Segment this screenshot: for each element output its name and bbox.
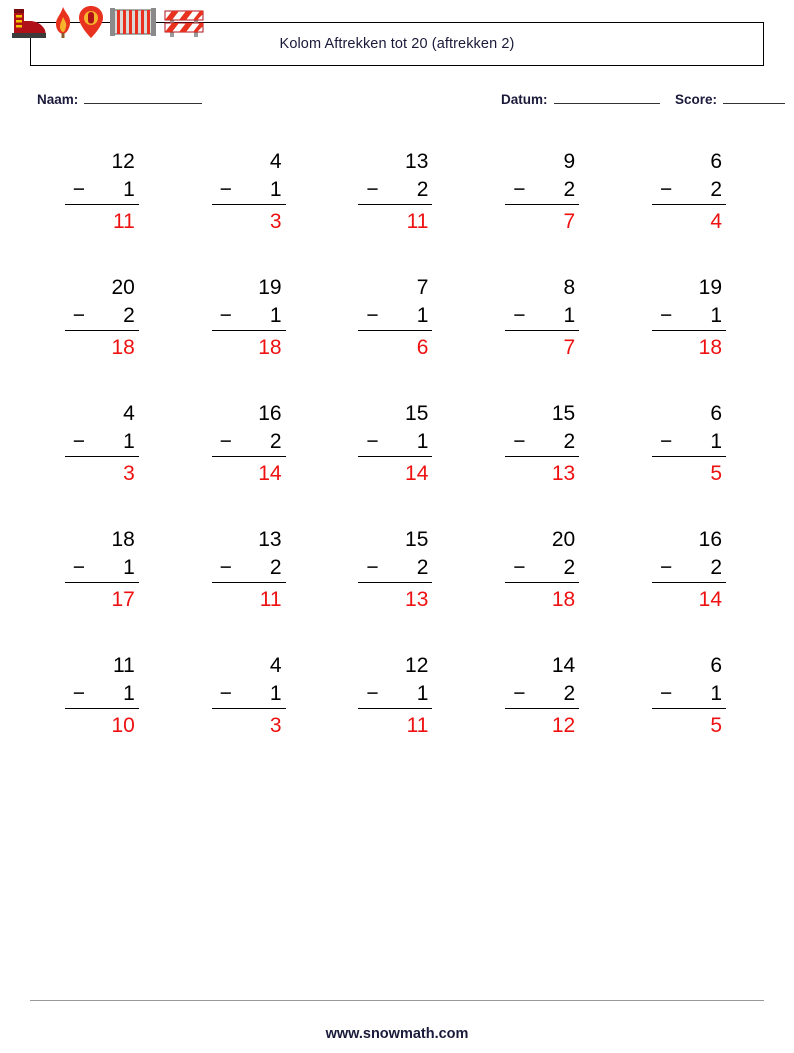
minuend: 4 — [269, 150, 282, 173]
problem-cell — [324, 392, 471, 518]
date-label: Datum: — [501, 92, 548, 107]
minus-operator: − — [366, 556, 379, 579]
answer[interactable]: 11 — [406, 210, 429, 233]
subtrahend: 2 — [416, 178, 429, 201]
answer[interactable]: 11 — [259, 588, 282, 611]
answer[interactable]: 6 — [416, 336, 429, 359]
subtrahend: 2 — [269, 556, 282, 579]
problem-cell — [470, 266, 617, 392]
date-field-group — [501, 92, 660, 107]
answer[interactable]: 11 — [406, 714, 429, 737]
subtrahend: 1 — [710, 682, 722, 705]
footer-divider — [30, 1000, 764, 1001]
minus-operator: − — [72, 682, 86, 705]
meta-row — [0, 92, 794, 116]
minus-operator: − — [72, 178, 86, 201]
subtrahend: 2 — [563, 178, 576, 201]
problem-cell — [30, 140, 177, 266]
minuend: 19 — [258, 276, 282, 299]
minus-operator: − — [660, 682, 673, 705]
subtraction-problem — [652, 652, 726, 740]
minuend: 12 — [405, 654, 429, 677]
subtrahend: 1 — [269, 304, 282, 327]
answer[interactable]: 14 — [258, 462, 282, 485]
minuend: 15 — [405, 402, 429, 425]
subtraction-problem — [505, 652, 579, 740]
subtraction-problem — [505, 526, 579, 614]
problem-cell — [470, 518, 617, 644]
subtrahend-row — [652, 176, 726, 205]
subtrahend: 1 — [123, 682, 135, 705]
subtraction-problem — [212, 148, 286, 236]
minus-operator: − — [366, 304, 379, 327]
subtrahend: 2 — [123, 304, 135, 327]
minuend: 6 — [710, 150, 722, 173]
minus-operator: − — [219, 682, 232, 705]
minuend: 20 — [111, 276, 135, 299]
subtrahend-row — [212, 176, 286, 205]
minuend: 13 — [405, 150, 429, 173]
subtrahend: 2 — [563, 556, 576, 579]
name-input[interactable] — [84, 103, 202, 104]
problem-cell — [177, 140, 324, 266]
subtrahend: 1 — [710, 430, 722, 453]
minuend: 6 — [710, 654, 722, 677]
subtraction-problem — [358, 526, 432, 614]
answer[interactable]: 13 — [405, 588, 429, 611]
subtrahend-row — [65, 680, 139, 709]
minus-operator: − — [513, 682, 526, 705]
subtrahend-row — [652, 680, 726, 709]
page-title: Kolom Aftrekken tot 20 (aftrekken 2) — [279, 36, 515, 52]
subtrahend-row — [212, 680, 286, 709]
subtraction-problem — [65, 148, 139, 236]
subtrahend: 1 — [563, 304, 576, 327]
minuend: 4 — [269, 654, 282, 677]
subtrahend-row — [505, 428, 579, 457]
problem-grid — [30, 140, 764, 770]
problem-cell — [617, 518, 764, 644]
subtraction-problem — [358, 148, 432, 236]
minuend: 13 — [258, 528, 282, 551]
answer[interactable]: 18 — [111, 336, 135, 359]
answer[interactable]: 3 — [269, 714, 282, 737]
answer[interactable]: 4 — [710, 210, 722, 233]
minuend: 18 — [111, 528, 135, 551]
answer[interactable]: 14 — [698, 588, 722, 611]
subtrahend: 1 — [269, 682, 282, 705]
answer[interactable]: 13 — [551, 462, 576, 485]
subtraction-problem — [505, 274, 579, 362]
minus-operator: − — [219, 556, 232, 579]
subtrahend-row — [505, 680, 579, 709]
subtraction-problem — [212, 400, 286, 488]
subtrahend-row — [358, 302, 432, 331]
subtraction-problem — [652, 274, 726, 362]
minus-operator: − — [660, 556, 673, 579]
subtrahend: 1 — [123, 556, 135, 579]
answer[interactable]: 14 — [405, 462, 429, 485]
problem-cell — [470, 644, 617, 770]
minuend: 16 — [258, 402, 282, 425]
minus-operator: − — [366, 178, 379, 201]
name-field-group — [37, 92, 202, 107]
minuend: 15 — [551, 402, 576, 425]
minuend: 9 — [563, 150, 576, 173]
minuend: 20 — [551, 528, 576, 551]
subtrahend-row — [652, 428, 726, 457]
subtraction-problem — [65, 274, 139, 362]
subtraction-problem — [505, 400, 579, 488]
problem-cell — [617, 266, 764, 392]
problem-cell — [30, 392, 177, 518]
problem-cell — [30, 644, 177, 770]
problem-cell — [324, 518, 471, 644]
minus-operator: − — [513, 178, 526, 201]
problem-cell — [617, 140, 764, 266]
problem-cell — [177, 266, 324, 392]
subtrahend: 1 — [416, 304, 429, 327]
subtrahend: 1 — [123, 430, 135, 453]
header-icon-group — [8, 3, 206, 41]
minus-operator: − — [366, 682, 379, 705]
date-input[interactable] — [554, 103, 660, 104]
subtrahend: 2 — [269, 430, 282, 453]
answer[interactable]: 3 — [269, 210, 282, 233]
minus-operator: − — [219, 178, 232, 201]
answer[interactable]: 18 — [258, 336, 282, 359]
problem-cell — [617, 392, 764, 518]
answer[interactable]: 12 — [551, 714, 576, 737]
answer[interactable]: 3 — [123, 462, 135, 485]
subtrahend-row — [358, 428, 432, 457]
subtraction-problem — [652, 400, 726, 488]
problem-cell — [30, 266, 177, 392]
minus-operator: − — [72, 556, 86, 579]
subtrahend: 1 — [123, 178, 135, 201]
subtrahend: 2 — [710, 556, 722, 579]
minus-operator: − — [72, 304, 86, 327]
problem-cell — [470, 392, 617, 518]
subtrahend-row — [358, 680, 432, 709]
minus-operator: − — [660, 430, 673, 453]
problem-cell — [324, 644, 471, 770]
answer[interactable]: 5 — [710, 714, 722, 737]
subtraction-problem — [212, 274, 286, 362]
problem-cell — [470, 140, 617, 266]
answer[interactable]: 7 — [563, 210, 576, 233]
problem-cell — [324, 140, 471, 266]
subtrahend-row — [358, 176, 432, 205]
subtrahend-row — [212, 428, 286, 457]
boot-icon — [8, 5, 48, 39]
subtrahend-row — [212, 302, 286, 331]
subtrahend-row — [65, 428, 139, 457]
minus-operator: − — [513, 556, 526, 579]
answer[interactable]: 7 — [563, 336, 576, 359]
fire-hose-icon — [108, 5, 158, 39]
subtraction-problem — [65, 400, 139, 488]
minuend: 11 — [112, 654, 135, 677]
subtraction-problem — [65, 526, 139, 614]
fire-hydrant-marker-icon — [78, 5, 104, 39]
subtrahend-row — [505, 176, 579, 205]
minus-operator: − — [513, 304, 526, 327]
minuend: 16 — [698, 528, 722, 551]
score-input[interactable] — [723, 103, 785, 104]
problem-cell — [177, 518, 324, 644]
minuend: 4 — [123, 402, 135, 425]
minus-operator: − — [513, 430, 526, 453]
answer[interactable]: 17 — [111, 588, 135, 611]
minuend: 19 — [698, 276, 722, 299]
minuend: 8 — [563, 276, 576, 299]
score-field-group — [675, 92, 785, 107]
answer[interactable]: 18 — [698, 336, 722, 359]
minuend: 6 — [710, 402, 722, 425]
subtraction-problem — [212, 526, 286, 614]
score-label: Score: — [675, 92, 718, 107]
subtraction-problem — [212, 652, 286, 740]
subtraction-problem — [358, 400, 432, 488]
problem-cell — [617, 644, 764, 770]
subtraction-problem — [65, 652, 139, 740]
subtrahend: 1 — [416, 682, 429, 705]
subtraction-problem — [652, 526, 726, 614]
minus-operator: − — [72, 430, 86, 453]
subtrahend: 1 — [710, 304, 722, 327]
subtrahend: 2 — [710, 178, 722, 201]
subtrahend-row — [652, 302, 726, 331]
minus-operator: − — [660, 304, 673, 327]
minus-operator: − — [366, 430, 379, 453]
subtrahend-row — [65, 176, 139, 205]
answer[interactable]: 10 — [111, 714, 135, 737]
minuend: 15 — [405, 528, 429, 551]
subtrahend: 2 — [563, 430, 576, 453]
barricade-icon — [162, 5, 206, 39]
minus-operator: − — [219, 304, 232, 327]
subtrahend-row — [505, 554, 579, 583]
answer[interactable]: 5 — [710, 462, 722, 485]
subtrahend-row — [65, 302, 139, 331]
answer[interactable]: 18 — [551, 588, 576, 611]
subtraction-problem — [652, 148, 726, 236]
problem-cell — [30, 518, 177, 644]
problem-cell — [177, 644, 324, 770]
subtrahend-row — [652, 554, 726, 583]
minus-operator: − — [660, 178, 673, 201]
minus-operator: − — [219, 430, 232, 453]
subtrahend: 1 — [416, 430, 429, 453]
name-label: Naam: — [37, 92, 79, 107]
subtraction-problem — [505, 148, 579, 236]
subtrahend: 2 — [416, 556, 429, 579]
subtrahend-row — [65, 554, 139, 583]
problem-cell — [177, 392, 324, 518]
subtrahend: 2 — [563, 682, 576, 705]
subtraction-problem — [358, 274, 432, 362]
subtrahend-row — [505, 302, 579, 331]
subtrahend-row — [212, 554, 286, 583]
problem-cell — [324, 266, 471, 392]
minuend: 14 — [551, 654, 576, 677]
footer-site: www.snowmath.com — [325, 1026, 469, 1042]
subtrahend: 1 — [269, 178, 282, 201]
answer[interactable]: 11 — [112, 210, 135, 233]
minuend: 12 — [111, 150, 135, 173]
subtraction-problem — [358, 652, 432, 740]
minuend: 7 — [416, 276, 429, 299]
flame-icon — [52, 5, 74, 39]
subtrahend-row — [358, 554, 432, 583]
